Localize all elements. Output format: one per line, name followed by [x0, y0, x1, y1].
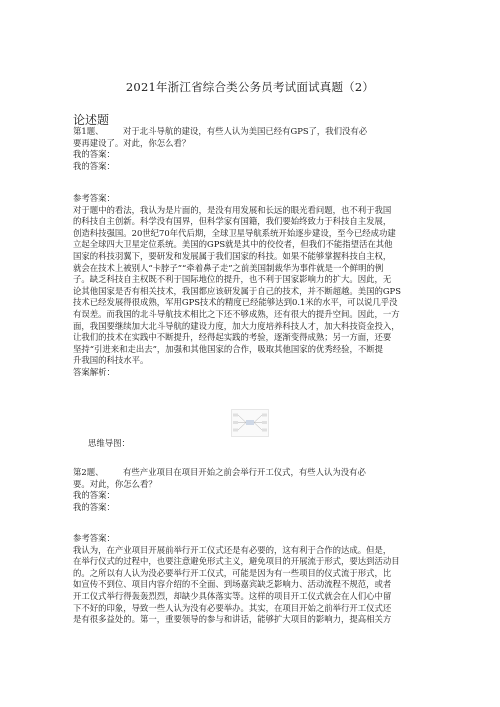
answer-line: 如宣传不到位、项目内容介绍的不全面、到场嘉宾缺乏影响力、活动流程不规范，或者 [73, 579, 392, 590]
answer-line: 在举行仪式的过程中，也要注意避免形式主义，避免项目的开展流于形式，要达到活动目 [73, 556, 400, 567]
reference-answer-label: 参考答案： [73, 533, 115, 543]
my-answer-label: 我的答案： [73, 490, 115, 501]
answer-line: 是有很多益处的。第一，重要领导的参与和讲话，能够扩大项目的影响力，提高相关方 [73, 614, 392, 625]
answer-line: 立起全球四大卫星定位系统。美国的GPS就是其中的佼佼者，但我们不能指望活在其他 [73, 239, 393, 250]
answer-line: 让我们的技术在实践中不断提升，经得起实践的考验，逐渐变得成熟；另一方面，还要 [73, 332, 392, 343]
question-1-reference [73, 193, 429, 379]
answer-line: 就会在技术上被别人“卡脖子”“牵着鼻子走”之前美国制裁华为事件就是一个鲜明的例 [73, 262, 384, 273]
question-2-prompt-cont: 要。对此，你怎么看？ [73, 478, 157, 489]
answer-line: 开工仪式举行得轰轰烈烈，却缺少具体落实等。这样的项目开工仪式就会在人们心中留 [73, 590, 392, 601]
answer-line: 创造科技强国。20世纪70年代后期，全球卫星导航系统开始逐步建设，至今已经成功建 [73, 227, 396, 238]
answer-line: 有误差。而我国的北斗导航技术相比之下还不够成熟，还有很大的提升空间。因此，一方 [73, 308, 400, 319]
answer-line: 论其他国家是否有相关技术，我国都应该研发属于自己的技术，并不断超越。美国的GPS [73, 285, 401, 296]
answer-line: 对于题中的看法，我认为是片面的，是没有用发展和长远的眼光看问题，也不利于我国 [73, 204, 392, 215]
answer-line: 的科技自主创新。科学没有国界，但科学家有国籍，我们要始终致力于科技自主发展， [73, 216, 392, 227]
answer-analysis-label: 答案解析： [73, 366, 115, 377]
answer-line: 坚持“引进来和走出去”，加强和其他国家的合作，吸取其他国家的优秀经验，不断提 [73, 343, 384, 354]
question-2-reference [73, 533, 429, 626]
reference-answer-label: 参考答案： [73, 193, 115, 203]
question-number: 第1题、 [73, 126, 104, 136]
question-1-prompt: 第1题、 对于北斗导航的建设，有些人认为美国已经有GPS了，我们没有必 [73, 126, 368, 136]
answer-line: 子。缺乏科技自主权既不利于国际地位的提升，也不利于国家影响力的扩大。因此，无 [73, 274, 392, 285]
answer-line: 面，我国要继续加大北斗导航的建设力度，加大力度培养科技人才，加大科技资金投入， [73, 320, 400, 331]
document-title: 2021年浙江省综合类公务员考试面试真题（2） [125, 80, 375, 94]
answer-line: 下不好的印象，导致一些人认为没有必要举办。其实，在项目开始之前举行开工仪式还 [73, 602, 392, 613]
answer-line: 国家的科技羽翼下，要研发和发展属于我们国家的科技。如果不能够掌握科技自主权， [73, 250, 392, 261]
mindmap-thumbnail [231, 409, 269, 437]
my-answer-label: 我的答案： [73, 501, 115, 512]
answer-line: 技术已经发展得很成熟，军用GPS技术的精度已经能够达到0.1米的水平，可以说几乎没 [73, 297, 398, 308]
answer-line: 我认为，在产业项目开展前举行开工仪式还是有必要的，这有利于合作的达成。但是， [73, 544, 392, 555]
question-2 [73, 467, 429, 513]
question-1-prompt-cont: 要再建设了。对此，你怎么看？ [73, 137, 191, 148]
mindmap-label: 思维导图： [88, 438, 130, 448]
question-1 [73, 126, 429, 172]
answer-line: 升我国的科技水平。 [73, 355, 149, 366]
my-answer-label: 我的答案： [73, 160, 115, 171]
my-answer-label: 我的答案： [73, 149, 115, 160]
question-2-prompt: 第2题、 有些产业项目在项目开始之前会举行开工仪式，有些人认为没有必 [73, 467, 366, 477]
section-heading: 论述题 [73, 113, 110, 127]
answer-line: 的。之所以有人认为没必要举行开工仪式，可能是因为有一些项目的仪式流于形式，比 [73, 567, 392, 578]
question-number: 第2题、 [73, 467, 104, 477]
